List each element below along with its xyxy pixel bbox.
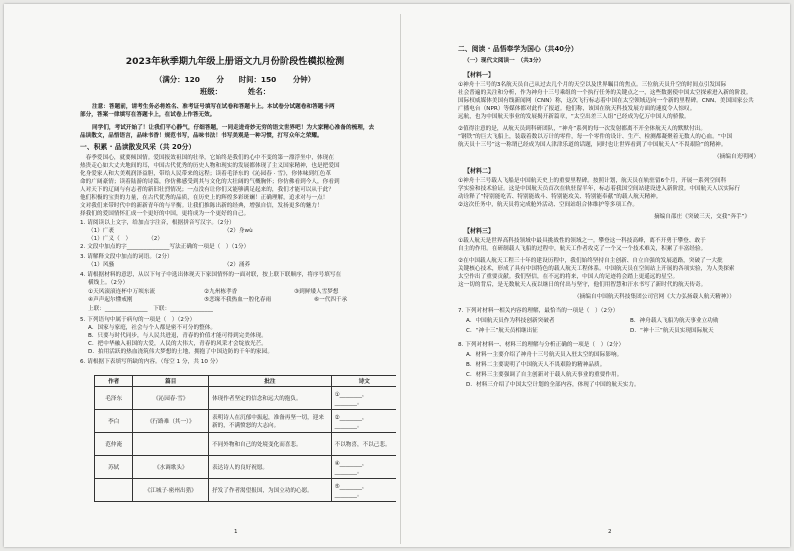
- q7-option-b[interactable]: B．神舟载人飞船为航天事业立功勋: [630, 318, 719, 324]
- material-line: 航天员十三号”这一称谓已经成为国人津津乐道的话题，同时也让世界看到了中国航天人“不畏艰险”的精神。: [458, 142, 727, 148]
- table-cell-note: 表明诗人在沉郁中振起，准备再坚一切，迎来新的，不满愤怒的大志向。: [209, 410, 332, 433]
- q1-option-a: （1）广袤: [88, 228, 115, 234]
- passage-line: 化身爱家人和大美观润泽益胆，带给人民带来的远程；读着毛泽东的《沁园春 · 雪》，你体味到红色革: [80, 171, 332, 177]
- table-header: 作者: [95, 376, 133, 387]
- reminder-line-2: 品读散文，品悟语言，品味书香！规范书写，品味书法！书写美观是一种习惯，打写众年之荣耀。: [80, 133, 323, 139]
- passage-line: 他们积极的宝贵的力量，在古代优秀的品质，在历史上的辉煌多彩斑斓！正确理解，追求对与一点！: [80, 195, 329, 201]
- section-2-heading: 二、阅读 · 品悟奉学为国心（共40分）: [458, 45, 578, 53]
- question-5: 5. 下列语句中属于病句的一项是（ ）（2分）: [80, 317, 196, 323]
- q5-option-b: B．只要与时代同步，与人民共进退，青春的价值才能可得到完美体现。: [88, 333, 267, 339]
- table-cell-author: 毛泽东: [95, 387, 133, 410]
- material-source: 摘编自邵庄《突破三天，交我“奔手”》: [654, 214, 751, 220]
- q1-answer-line: （1）广义（ ） （2）: [88, 236, 163, 242]
- material-source: （摘编自光明网）: [714, 154, 760, 160]
- q4-opt: ⑤恋缘不我热血一腔化春雨: [204, 297, 272, 303]
- q8-option-c[interactable]: C．材料三主要强调了自主创新对于载人航天事业的重要作用。: [466, 372, 623, 378]
- question-6: 6. 请根据下表填写所缺的内容。（每空 1 分，共 10 分）: [80, 359, 222, 365]
- exam-title: 2023年秋季期九年级上册语文九月份阶段性模拟检测: [125, 56, 345, 67]
- material-line: ②在中国载人航天工程三十年的建设历程中，我们始终坚持自主创新、自立自强的发展道路，突破了一大批: [458, 258, 723, 264]
- table-cell-work: 《水调歌头》: [133, 456, 209, 479]
- table-cell-poem[interactable]: ①________，________。: [331, 387, 396, 410]
- question-7: 7. 下列对材料一相关内容的理解，最恰当的一项是（ ）（2分）: [458, 308, 619, 314]
- page-number: 1: [234, 529, 238, 535]
- q4-opt: ②九州栋孝香: [204, 289, 238, 295]
- exam-sheet: [4, 4, 790, 547]
- notice-line-1: 注意：答题前，请考生务必将姓名、准考证号填写在试卷和答题卡上。本试卷分试题卷和答题卡两: [92, 104, 335, 110]
- table-cell-work: 《沁园春·雪》: [133, 387, 209, 410]
- material-line: 远航，也为中国航天事业的发展揭开新篇章，“太空出差三人组”已经成为亿万中国人的骄傲。: [458, 114, 690, 120]
- q7-option-a[interactable]: A．中国航天员作为科技创新突破者: [466, 318, 555, 324]
- table-cell-author: 苏轼: [95, 456, 133, 479]
- exam-meta: （满分：120 分 时间：150 分钟）: [154, 75, 316, 84]
- q1-option-b: （2）身wù: [224, 228, 253, 234]
- material-3-label: 【材料三】: [464, 228, 495, 235]
- passage-line: 择我们的爱国情怀汇成一个更好的中国，更将成为一个更好的自己。: [80, 211, 250, 217]
- material-line: ①载人航天是世界高科技领域中最具挑战性的领域之一。攀登这一科技高峰，离不开勇于攀登、敢于: [458, 238, 706, 244]
- question-4-cont: 横线上。（2分）: [88, 280, 129, 286]
- table-row: [95, 387, 397, 410]
- table-header-row: [95, 376, 397, 387]
- subsection-heading: （一）现代文阅读一 （共3分）: [464, 58, 545, 64]
- student-info: 班级： 姓名：: [199, 87, 271, 96]
- material-line: ②这次任务中，航天员将完成舱外活动、空间站组合体维护等多项工作。: [458, 202, 639, 208]
- material-line: ①神舟十三号的3名航天员自己从过去几个月的天空以及世界瞩目的焦点。三位航天员升空的时间点引发国际: [458, 82, 727, 88]
- table-row: [95, 479, 397, 502]
- page-number: 2: [608, 529, 612, 535]
- question-2: 2. 文段中加点的字_______________写法正确的一项是（ ）（1分）: [80, 244, 250, 250]
- q4-answer-line: 上联：_______________ 下联：_______________: [88, 306, 213, 312]
- material-line: 社会普遍的关注和分析，作为神舟十三号乘组的一个执行任务的关键点之一，这些数据使中国太空探索进入新的阶段。: [458, 90, 752, 96]
- question-8: 8. 下列对材料一、材料三的理解与分析正确的一项是（ ）（2分）: [458, 342, 625, 348]
- table-header: 篇目: [133, 376, 209, 387]
- notice-line-2: 部分，答案一律填写在答题卡上，在试卷上作答无效。: [80, 112, 216, 118]
- q4-opt: ③到鲜矮人雪梦想: [294, 289, 339, 295]
- passage-line: 春季爱国心，就要倾国情。爱国报效祖国的壮举，它始终是我们的心中不变的第一漂浮坐中，体现在: [80, 155, 334, 161]
- poetry-table: [94, 375, 396, 502]
- section-1-heading: 一、积累 · 品读散发风采（共 20分）: [80, 143, 196, 151]
- table-cell-poem[interactable]: ⑤________，________。: [331, 479, 396, 502]
- q4-opt: ⑥一代四千承: [314, 297, 348, 303]
- material-line: “钢铁”的巨大飞船上，装载着数以万计的零件，每一个零件的设计、生产、检测都凝聚着无数人的心血。“中国: [458, 134, 733, 140]
- table-cell-author[interactable]: [95, 479, 133, 502]
- table-cell-poem: 不以物喜，不以己悲。: [331, 433, 396, 456]
- material-2-label: 【材料二】: [464, 168, 495, 175]
- material-line: 动诠释了“特别能吃苦、特别能战斗、特别能攻关、特别能奉献”的载人航天精神。: [458, 194, 662, 200]
- passage-line: 文对我们来带时代中的新新青年的与平衡。让我们推陈出新的经典，增强自信，发扬更多的魅力！: [80, 203, 323, 209]
- page-divider: [400, 14, 401, 544]
- table-cell-work: 《行路难（其一）》: [133, 410, 209, 433]
- table-cell-note: 体现作者坚定的信念和远大的抱负。: [209, 387, 332, 410]
- table-cell-poem[interactable]: ④________，________。: [331, 456, 396, 479]
- q3-option-a: （1）风骚: [88, 262, 115, 268]
- q8-option-d[interactable]: D．材料三介绍了中国太空计划的全部内容，体现了中国的航天实力。: [466, 382, 640, 388]
- q8-option-b[interactable]: B．材料二主要说明了中国航天人不畏艰险的精神品质。: [466, 362, 606, 368]
- passage-line: 命的广阔豪情；读着陆游的诗篇，你仿佛感受到其与文化的大壮阔的气概胸怀；你仿佛看到今人，你看到: [80, 179, 340, 185]
- table-cell-work: 《江城子·密州出猎》: [133, 479, 209, 502]
- table-cell-poem[interactable]: ②________，________。: [331, 410, 396, 433]
- table-cell-author: 李白: [95, 410, 133, 433]
- q5-option-d: D．拍用活跃的热血浇筑伟大梦想的土地，拥抱了中国边防的千年的家园。: [88, 349, 273, 355]
- q4-opt: ①天风滚滚连杯中万顷东流: [88, 289, 156, 295]
- table-cell-author: 范仲淹: [95, 433, 133, 456]
- passage-line: 人对天下的辽阔与有志者的新旧壮烈情况；一点没有让你们又能够满足起来的，我们才能可以从于此？: [80, 187, 334, 193]
- material-line: 自主的作用。在研制载人飞船的过程中，航天工作者攻克了一个又一个技术难关，积累了丰富经验。: [458, 246, 707, 252]
- reminder-line-1: 同学们，考试开始了！让我们平心静气，仔细答题，一同走进奇妙无穷的语文世界吧！为大家精心准备的梳理，去: [92, 125, 375, 131]
- material-source: （摘编自中国航天科技集团公司官网《大力弘扬载人航天精神》）: [574, 294, 735, 300]
- q8-option-a[interactable]: A．材料一主要介绍了神舟十三号航天员入驻太空的国际影响。: [466, 352, 623, 358]
- table-header: 批注: [209, 376, 332, 387]
- question-1: 1. 请阅读以上文字，给加点字注音，根据拼音写汉字。（2分）: [80, 220, 235, 226]
- table-cell-work[interactable]: [133, 433, 209, 456]
- material-line: 太空作出了重要贡献。我们坚信，在不远的将来，中国人的足迹将会踏上更遥远的星空。: [458, 274, 679, 280]
- table-cell-note: 不同外物和自己的处境变化而喜悲。: [209, 433, 332, 456]
- q5-option-a: A．国家与家庭，社会与个人都是密不可分的整体。: [88, 325, 217, 331]
- table-cell-note: 表达诗人的良好祝愿。: [209, 456, 332, 479]
- question-4: 4. 请根据材料的意思，从以下句子中选出体现天下家国情怀的一面对联，按上联下联顺序，将序号填写在: [80, 272, 342, 278]
- material-line: 国际权威媒体美国有线新闻网（CNN）称，这次飞行标志着中国在太空领域迈向一个新的里程碑。CNN、美国国家公共: [458, 98, 754, 104]
- material-line: ①神舟十三号载人飞船是中国航天史上的重要里程碑。按照计划，航天员在轨驻留6个月，开展一系列空间科: [458, 178, 727, 184]
- material-line: 关键核心技术，形成了具有中国特色的载人航天工程体系。中国航天员在空间站上开展的各项实验，为人类探索: [458, 266, 735, 272]
- material-line: ②值得注意的是，从航天员到科研团队，“神舟”系列的每一次发射都离不开全体航天人的默默付出。: [458, 126, 706, 132]
- table-header: 诗文: [331, 376, 396, 387]
- q3-option-b: （2）涌养: [224, 262, 251, 268]
- table-row: [95, 433, 397, 456]
- material-line: 学实验和技术验证。这是中国航天员首次在轨驻留半年，标志着我国空间站建设进入新阶段。中国航天人以实际行: [458, 186, 741, 192]
- question-3: 3. 请解释文段中加点的词语。（2分）: [80, 254, 173, 260]
- table-cell-note: 抒发了作者渴望报国，为国立功的心愿。: [209, 479, 332, 502]
- material-line: 这一切的背后，是无数航天人夜以继日的付出与坚守，他们用智慧和汗水书写了新时代的航天传奇。: [458, 282, 707, 288]
- passage-line: 热贵走心如大丈夫地间的耳，中国古代优秀的历史人物和现实的发展都体现了主义国家精神，也是把爱国: [80, 163, 340, 169]
- q7-option-c[interactable]: C．“神十三”航天员相继出征: [466, 328, 538, 334]
- right-page: [458, 4, 780, 547]
- material-line: 广播电台（NPR）等媒体都对此作了报道。他们称，该国在航天科技发展方面的速度令人惊叹。: [458, 106, 696, 112]
- table-row: [95, 456, 397, 479]
- q4-opt: ④声声起尔懂戒刚: [88, 297, 133, 303]
- left-page: [74, 4, 396, 547]
- table-row: [95, 410, 397, 433]
- q5-option-c: C．把中华融入祖国的大爱，人民的大伟大，青春的风采才会绽放光芒。: [88, 341, 267, 347]
- material-1-label: 【材料一】: [464, 72, 495, 79]
- q7-option-d[interactable]: D．“神十三”航天员实现国际航天: [630, 328, 714, 334]
